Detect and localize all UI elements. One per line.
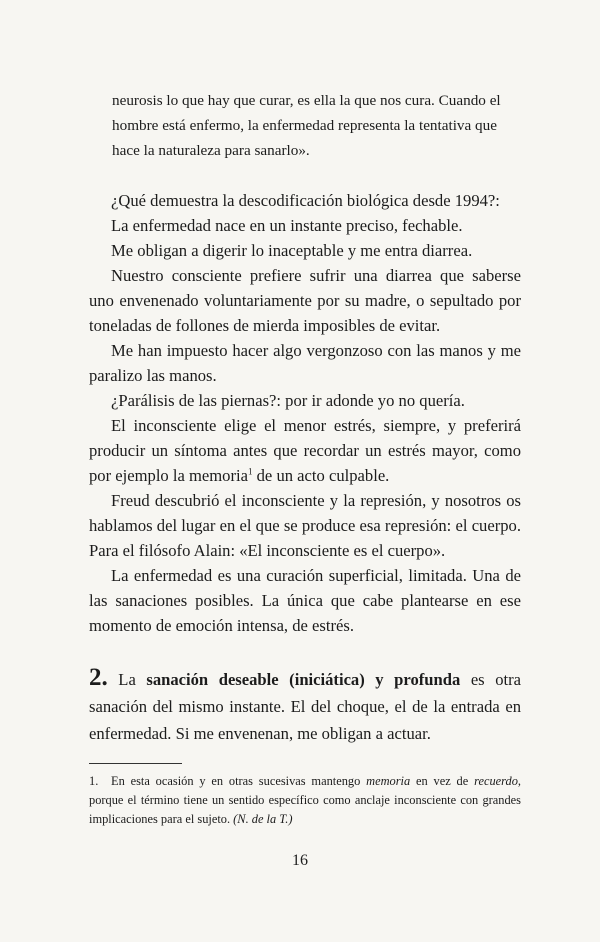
paragraph: ¿Qué demuestra la descodificación biológica desde 1994?: xyxy=(111,191,500,210)
footnote-text: En esta ocasión y en otras sucesivas mantengo xyxy=(111,774,367,788)
block-quote xyxy=(112,88,520,163)
paragraph-text: El inconsciente elige el menor estrés, siempre, y preferirá producir un síntoma antes que recordar un estrés mayor, como por ejemplo la memoria xyxy=(89,416,521,485)
paragraph: ¿Parálisis de las piernas?: por ir adonde yo no quería. xyxy=(111,391,465,410)
paragraph xyxy=(89,413,521,488)
paragraph: Freud descubrió el inconsciente y la represión, y nosotros os hablamos del lugar en el que se produce esa represión: el cuerpo. Para el filósofo Alain: «El inconsciente es el cuerpo». xyxy=(89,491,521,560)
section-2 xyxy=(89,664,521,747)
section-bold: sanación deseable (iniciática) y profunda xyxy=(146,670,461,689)
footnote xyxy=(89,772,521,829)
footnote-italic: (N. de la T.) xyxy=(233,812,293,826)
quote-line: hace la naturaleza para sanarlo». xyxy=(112,142,310,159)
footnote-italic: memoria xyxy=(366,774,411,788)
footnote-number: 1. xyxy=(89,774,99,788)
paragraph: Me han impuesto hacer algo vergonzoso con las manos y me paralizo las manos. xyxy=(89,341,521,385)
footnote-text: , porque el término tiene un sentido específico como anclaje inconsciente con grandes implicaciones para el sujeto. xyxy=(89,774,521,826)
section-lead: La xyxy=(107,670,147,689)
footnote-italic: recuerdo xyxy=(474,774,518,788)
paragraph: La enfermedad nace en un instante preciso, fechable. xyxy=(111,216,463,235)
paragraph: Me obligan a digerir lo inaceptable y me entra diarrea. xyxy=(111,241,473,260)
page-number: 16 xyxy=(292,852,308,869)
quote-line: hombre está enfermo, la enfermedad representa la tentativa que xyxy=(112,117,497,134)
paragraph: La enfermedad es una curación superficial, limitada. Una de las sanaciones posibles. La única que cabe plantearse en ese momento de emoción intensa, de estrés. xyxy=(89,566,521,635)
footnote-ref: 1 xyxy=(247,466,253,477)
quote-line: neurosis lo que hay que curar, es ella la que nos cura. Cuando el xyxy=(112,92,501,109)
section-number: 2. xyxy=(89,664,108,691)
section-paragraph xyxy=(89,664,521,747)
body-text xyxy=(89,188,521,638)
footnote-divider xyxy=(89,763,182,764)
section-text: es otra sanación del mismo instante. El del choque, el de la entrada en enfermedad. Si me envenenan, me obligan a actuar. xyxy=(89,670,521,743)
footnote-text: en vez de xyxy=(410,774,475,788)
paragraph-text: de un acto culpable. xyxy=(252,466,390,485)
paragraph: Nuestro consciente prefiere sufrir una diarrea que saberse uno envenenado voluntariamente por su madre, o sepultado por toneladas de follones de mierda imposibles de evitar. xyxy=(89,266,521,335)
